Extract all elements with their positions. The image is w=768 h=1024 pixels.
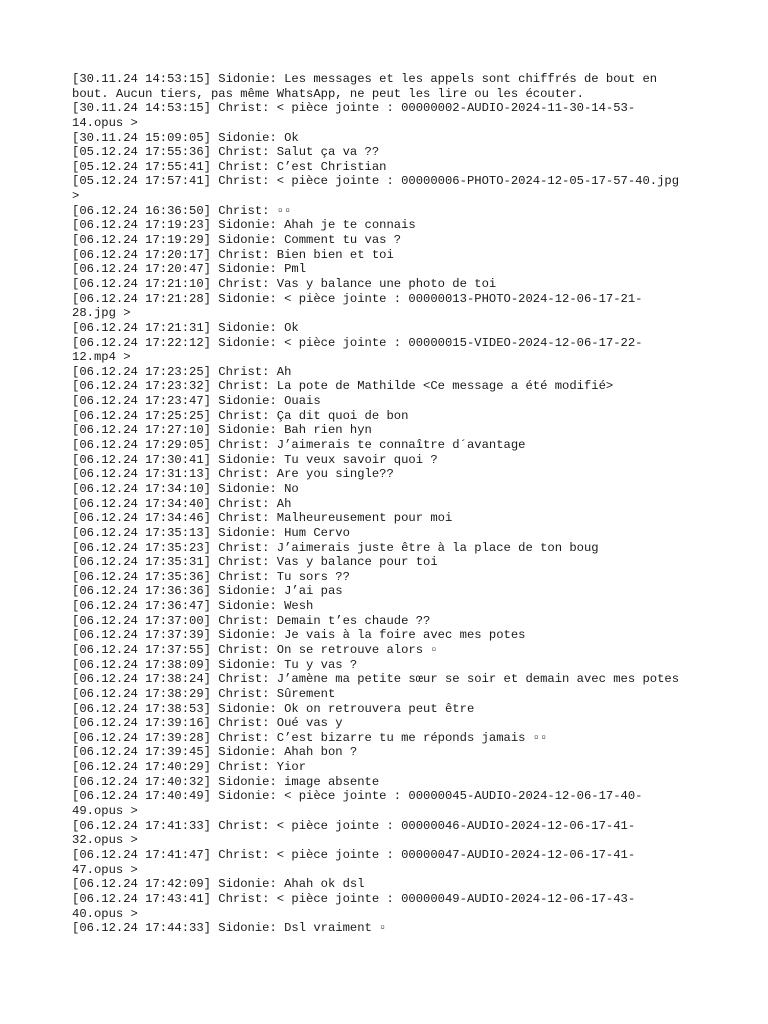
transcript-line: [06.12.24 17:40:32] Sidonie: image absente bbox=[72, 774, 380, 789]
transcript-line: [30.11.24 15:09:05] Sidonie: Ok bbox=[72, 130, 299, 145]
transcript-line: bout. Aucun tiers, pas même WhatsApp, ne peut les lire ou les écouter. bbox=[72, 86, 584, 101]
transcript-line: [05.12.24 17:57:41] Christ: < pièce jointe : 00000006-PHOTO-2024-12-05-17-57-40.jpg bbox=[72, 174, 680, 189]
transcript-line: 47.opus > bbox=[72, 862, 138, 877]
transcript-line: [06.12.24 17:39:16] Christ: Oué vas y bbox=[72, 716, 343, 731]
transcript-line: [06.12.24 17:34:10] Sidonie: No bbox=[72, 481, 299, 496]
transcript-line: 40.opus > bbox=[72, 906, 138, 921]
transcript-line: [06.12.24 17:21:31] Sidonie: Ok bbox=[72, 320, 299, 335]
transcript-line: [06.12.24 17:41:47] Christ: < pièce jointe : 00000047-AUDIO-2024-12-06-17-41- bbox=[72, 847, 636, 862]
transcript-line: 49.opus > bbox=[72, 804, 138, 819]
chat-transcript bbox=[72, 72, 712, 936]
transcript-line: [06.12.24 17:35:31] Christ: Vas y balance pour toi bbox=[72, 555, 438, 570]
transcript-line: [06.12.24 17:40:49] Sidonie: < pièce jointe : 00000045-AUDIO-2024-12-06-17-40- bbox=[72, 789, 643, 804]
transcript-line: [06.12.24 17:35:13] Sidonie: Hum Cervo bbox=[72, 525, 350, 540]
transcript-line: [06.12.24 17:20:17] Christ: Bien bien et toi bbox=[72, 247, 394, 262]
transcript-line: [06.12.24 17:37:55] Christ: On se retrouve alors ▫ bbox=[72, 642, 438, 657]
transcript-line: [05.12.24 17:55:41] Christ: C’est Christian bbox=[72, 159, 387, 174]
transcript-line: [06.12.24 17:44:33] Sidonie: Dsl vraiment ▫ bbox=[72, 921, 387, 936]
transcript-line: [06.12.24 17:40:29] Christ: Yior bbox=[72, 760, 307, 775]
transcript-line: [06.12.24 16:36:50] Christ: ▫▫ bbox=[72, 203, 292, 218]
transcript-line: [06.12.24 17:23:47] Sidonie: Ouais bbox=[72, 394, 321, 409]
transcript-line: 32.opus > bbox=[72, 833, 138, 848]
transcript-line: [06.12.24 17:42:09] Sidonie: Ahah ok dsl bbox=[72, 877, 365, 892]
transcript-line: [06.12.24 17:35:23] Christ: J’aimerais juste être à la place de ton boug bbox=[72, 540, 599, 555]
transcript-line: [06.12.24 17:19:29] Sidonie: Comment tu vas ? bbox=[72, 233, 402, 248]
transcript-line: [06.12.24 17:34:46] Christ: Malheureusement pour moi bbox=[72, 511, 453, 526]
transcript-line: [06.12.24 17:23:32] Christ: La pote de Mathilde <Ce message a été modifié> bbox=[72, 379, 614, 394]
transcript-line: [06.12.24 17:39:28] Christ: C’est bizarre tu me réponds jamais ▫▫ bbox=[72, 730, 548, 745]
transcript-line: [06.12.24 17:34:40] Christ: Ah bbox=[72, 496, 292, 511]
transcript-line: [06.12.24 17:35:36] Christ: Tu sors ?? bbox=[72, 569, 350, 584]
transcript-line: [06.12.24 17:37:39] Sidonie: Je vais à la foire avec mes potes bbox=[72, 628, 526, 643]
transcript-line: [06.12.24 17:27:10] Sidonie: Bah rien hyn bbox=[72, 423, 372, 438]
transcript-line: [06.12.24 17:41:33] Christ: < pièce jointe : 00000046-AUDIO-2024-12-06-17-41- bbox=[72, 818, 636, 833]
transcript-line: [06.12.24 17:31:13] Christ: Are you single?? bbox=[72, 467, 394, 482]
transcript-line: [30.11.24 14:53:15] Christ: < pièce jointe : 00000002-AUDIO-2024-11-30-14-53- bbox=[72, 101, 636, 116]
transcript-line: [05.12.24 17:55:36] Christ: Salut ça va ?? bbox=[72, 145, 380, 160]
transcript-line: [06.12.24 17:37:00] Christ: Demain t’es chaude ?? bbox=[72, 613, 431, 628]
transcript-line: [06.12.24 17:38:29] Christ: Sûrement bbox=[72, 686, 336, 701]
transcript-line: [06.12.24 17:43:41] Christ: < pièce jointe : 00000049-AUDIO-2024-12-06-17-43- bbox=[72, 891, 636, 906]
transcript-line: 28.jpg > bbox=[72, 306, 131, 321]
transcript-line: [06.12.24 17:36:47] Sidonie: Wesh bbox=[72, 599, 314, 614]
transcript-line: [06.12.24 17:22:12] Sidonie: < pièce jointe : 00000015-VIDEO-2024-12-06-17-22- bbox=[72, 335, 643, 350]
transcript-line: [06.12.24 17:21:10] Christ: Vas y balance une photo de toi bbox=[72, 276, 497, 291]
transcript-line: [06.12.24 17:38:09] Sidonie: Tu y vas ? bbox=[72, 657, 358, 672]
transcript-line: [30.11.24 14:53:15] Sidonie: Les messages et les appels sont chiffrés de bout en bbox=[72, 72, 658, 86]
transcript-line: [06.12.24 17:36:36] Sidonie: J’ai pas bbox=[72, 584, 343, 599]
transcript-line: [06.12.24 17:30:41] Sidonie: Tu veux savoir quoi ? bbox=[72, 452, 438, 467]
transcript-line: [06.12.24 17:39:45] Sidonie: Ahah bon ? bbox=[72, 745, 358, 760]
transcript-line: [06.12.24 17:38:24] Christ: J’amène ma petite sœur se soir et demain avec mes potes bbox=[72, 672, 680, 687]
transcript-line: 12.mp4 > bbox=[72, 350, 131, 365]
transcript-line: [06.12.24 17:20:47] Sidonie: Pml bbox=[72, 262, 307, 277]
transcript-line: [06.12.24 17:21:28] Sidonie: < pièce jointe : 00000013-PHOTO-2024-12-06-17-21- bbox=[72, 291, 643, 306]
transcript-line: [06.12.24 17:38:53] Sidonie: Ok on retrouvera peut être bbox=[72, 701, 475, 716]
transcript-line: [06.12.24 17:23:25] Christ: Ah bbox=[72, 364, 292, 379]
transcript-line: [06.12.24 17:25:25] Christ: Ça dit quoi de bon bbox=[72, 408, 409, 423]
transcript-line: [06.12.24 17:19:23] Sidonie: Ahah je te connais bbox=[72, 218, 416, 233]
transcript-line: [06.12.24 17:29:05] Christ: J’aimerais te connaître d´avantage bbox=[72, 438, 526, 453]
transcript-line: > bbox=[72, 189, 80, 204]
transcript-line: 14.opus > bbox=[72, 115, 138, 130]
